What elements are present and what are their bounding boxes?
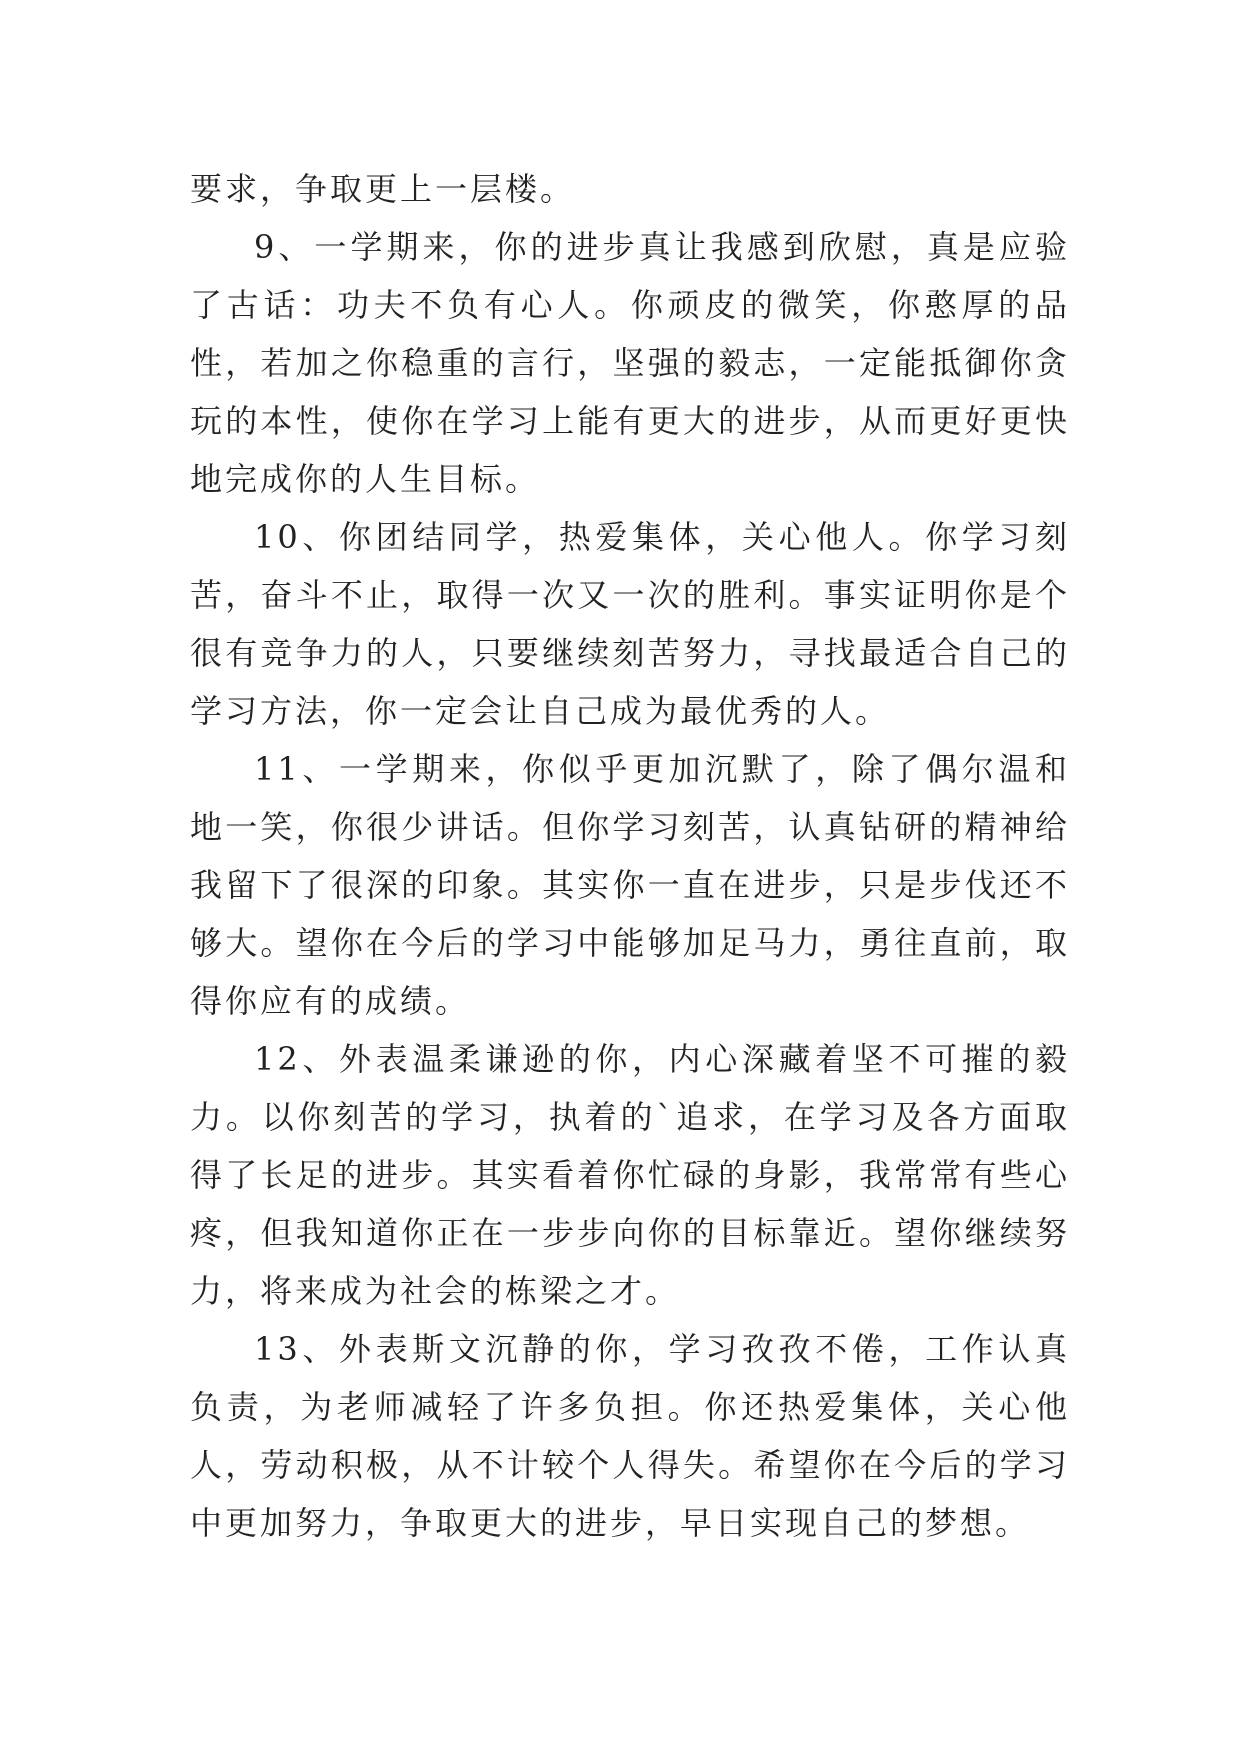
paragraph-continuation: 要求，争取更上一层楼。 (190, 170, 576, 208)
paragraph-comment-11: 11、一学期来，你似乎更加沉默了，除了偶尔温和地一笑，你很少讲话。但你学习刻苦，认真钻研的精神给我留下了很深的印象。其实你一直在进步，只是步伐还不够大。望你在今后的学习中能够加足马力，勇往直前，取得你应有的成绩。 (190, 750, 1070, 1020)
document-body (190, 160, 1070, 1552)
paragraph-comment-12: 12、外表温柔谦逊的你，内心深藏着坚不可摧的毅力。以你刻苦的学习，执着的`追求，在学习及各方面取得了长足的进步。其实看着你忙碌的身影，我常常有些心疼，但我知道你正在一步步向你的目标靠近。望你继续努力，将来成为社会的栋梁之才。 (190, 1040, 1070, 1310)
paragraph-comment-10: 10、你团结同学，热爱集体，关心他人。你学习刻苦，奋斗不止，取得一次又一次的胜利。事实证明你是个很有竞争力的人，只要继续刻苦努力，寻找最适合自己的学习方法，你一定会让自己成为最优秀的人。 (190, 518, 1070, 730)
paragraph-comment-13: 13、外表斯文沉静的你，学习孜孜不倦，工作认真负责，为老师减轻了许多负担。你还热爱集体，关心他人，劳动积极，从不计较个人得失。希望你在今后的学习中更加努力，争取更大的进步，早日实现自己的梦想。 (190, 1330, 1070, 1542)
paragraph-comment-9: 9、一学期来，你的进步真让我感到欣慰，真是应验了古话：功夫不负有心人。你顽皮的微笑，你憨厚的品性，若加之你稳重的言行，坚强的毅志，一定能抵御你贪玩的本性，使你在学习上能有更大的进步，从而更好更快地完成你的人生目标。 (190, 228, 1070, 498)
